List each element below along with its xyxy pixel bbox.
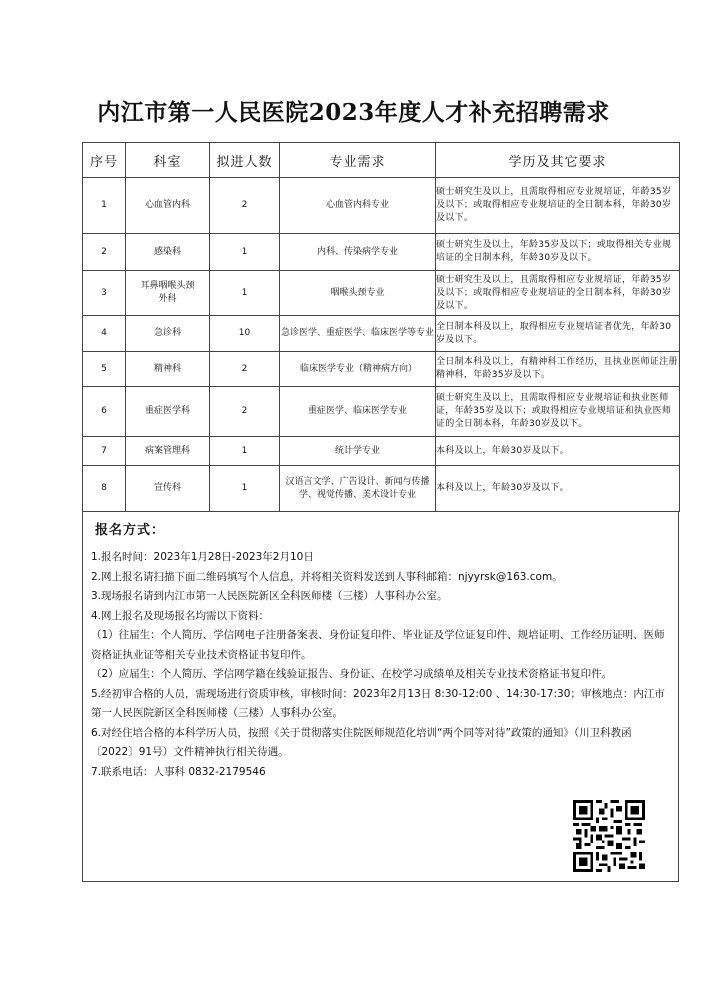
row-requirements: 硕士研究生及以上，且需取得相应专业规培证和执业医师证，年龄35岁及以下；或取得相应专业规培证和执业医师证的全日制本科，年龄30岁及以下。 bbox=[436, 387, 680, 437]
row-no: 7 bbox=[83, 437, 126, 466]
note-line: （2）应届生：个人简历、学信网学籍在线验证报告、身份证、在校学习成绩单及相关专业技术资格证书复印件。 bbox=[91, 668, 613, 680]
row-dept: 急诊科 bbox=[126, 316, 210, 352]
table-row bbox=[83, 437, 680, 466]
table-row bbox=[83, 466, 680, 512]
header-count: 拟进人数 bbox=[210, 143, 280, 178]
row-major: 汉语言文学、广告设计、新闻与传播学、视觉传播、美术设计专业 bbox=[280, 466, 436, 512]
row-requirements: 全日制本科及以上，取得相应专业规培证者优先，年龄30岁及以下。 bbox=[436, 316, 680, 352]
row-dept: 病案管理科 bbox=[126, 437, 210, 466]
row-major: 临床医学专业（精神病方向） bbox=[280, 352, 436, 387]
notes-title: 报名方式： bbox=[95, 523, 166, 538]
qr-code-icon[interactable] bbox=[573, 800, 645, 872]
row-count: 10 bbox=[210, 316, 280, 352]
row-dept: 重症医学科 bbox=[126, 387, 210, 437]
row-no: 3 bbox=[83, 271, 126, 316]
row-count: 1 bbox=[210, 466, 280, 512]
application-notes bbox=[82, 512, 679, 882]
row-no: 6 bbox=[83, 387, 126, 437]
row-dept: 精神科 bbox=[126, 352, 210, 387]
header-no: 序号 bbox=[83, 143, 126, 178]
row-requirements: 全日制本科及以上，有精神科工作经历，且执业医师证注册精神科，年龄35岁及以下。 bbox=[436, 352, 680, 387]
row-major: 心血管内科专业 bbox=[280, 178, 436, 234]
note-line: 1.报名时间：2023年1月28日-2023年2月10日 bbox=[91, 551, 314, 563]
row-requirements: 本科及以上，年龄30岁及以下。 bbox=[436, 437, 680, 466]
row-no: 8 bbox=[83, 466, 126, 512]
note-line: （1）往届生：个人简历、学信网电子注册备案表、身份证复印件、毕业证及学位证复印件、规培证明、工作经历证明、医师资格证执业证等相关专业技术资格证书复印件。 bbox=[91, 629, 665, 661]
row-no: 1 bbox=[83, 178, 126, 234]
row-requirements: 硕士研究生及以上，且需取得相应专业规培证，年龄35岁及以下；或取得相应专业规培证的全日制本科，年龄30岁及以下。 bbox=[436, 178, 680, 234]
row-no: 2 bbox=[83, 234, 126, 271]
table-row bbox=[83, 271, 680, 316]
row-dept: 心血管内科 bbox=[126, 178, 210, 234]
row-major: 急诊医学、重症医学、临床医学等专业 bbox=[280, 316, 436, 352]
note-line: 2.网上报名请扫描下面二维码填写个人信息，并将相关资料发送到人事科邮箱：njyyrsk@163.com。 bbox=[91, 570, 563, 583]
table-row bbox=[83, 178, 680, 234]
row-requirements: 硕士研究生及以上，年龄35岁及以下；或取得相关专业规培证的全日制本科，年龄30岁及以下。 bbox=[436, 234, 680, 271]
row-requirements: 硕士研究生及以上，且需取得相应专业规培证，年龄35岁及以下；或取得相应专业规培证的全日制本科，年龄30岁及以下。 bbox=[436, 271, 680, 316]
header-major: 专业需求 bbox=[280, 143, 436, 178]
row-major: 内科、传染病学专业 bbox=[280, 234, 436, 271]
row-dept: 宣传科 bbox=[126, 466, 210, 512]
row-count: 1 bbox=[210, 234, 280, 271]
table-header-row bbox=[83, 143, 680, 178]
row-major: 统计学专业 bbox=[280, 437, 436, 466]
note-line: 6.对经住培合格的本科学历人员，按照《关于贯彻落实住院医师规范化培训“两个同等对待”政策的通知》（川卫科教函〔2022〕91号）文件精神执行相关待遇。 bbox=[91, 726, 632, 758]
page-title: 内江市第一人民医院2023年度人才补充招聘需求 bbox=[97, 99, 610, 126]
table-row bbox=[83, 352, 680, 387]
row-requirements: 本科及以上，年龄30岁及以下。 bbox=[436, 466, 680, 512]
note-line: 5.经初审合格的人员，需现场进行资质审核，审核时间：2023年2月13日 8:30-12:00 、14:30-17:30；审核地点：内江市第一人民医院新区全科医师楼（三楼）人事科办公室。 bbox=[91, 687, 665, 719]
row-major: 重症医学、临床医学专业 bbox=[280, 387, 436, 437]
row-count: 1 bbox=[210, 271, 280, 316]
row-count: 2 bbox=[210, 387, 280, 437]
recruitment-table bbox=[82, 142, 680, 512]
header-dept: 科室 bbox=[126, 143, 210, 178]
row-dept: 耳鼻咽喉头颈外科 bbox=[126, 271, 210, 316]
note-line: 7.联系电话：人事科 0832-2179546 bbox=[91, 765, 266, 778]
row-dept: 感染科 bbox=[126, 234, 210, 271]
note-line: 4.网上报名及现场报名均需以下资料： bbox=[91, 609, 270, 622]
table-row bbox=[83, 316, 680, 352]
table-row bbox=[83, 387, 680, 437]
row-major: 咽喉头颈专业 bbox=[280, 271, 436, 316]
table-row bbox=[83, 234, 680, 271]
header-requirements: 学历及其它要求 bbox=[436, 143, 680, 178]
row-no: 4 bbox=[83, 316, 126, 352]
notes-body bbox=[91, 548, 669, 782]
row-count: 2 bbox=[210, 352, 280, 387]
row-count: 1 bbox=[210, 437, 280, 466]
row-count: 2 bbox=[210, 178, 280, 234]
row-no: 5 bbox=[83, 352, 126, 387]
note-line: 3.现场报名请到内江市第一人民医院新区全科医师楼（三楼）人事科办公室。 bbox=[91, 590, 448, 602]
